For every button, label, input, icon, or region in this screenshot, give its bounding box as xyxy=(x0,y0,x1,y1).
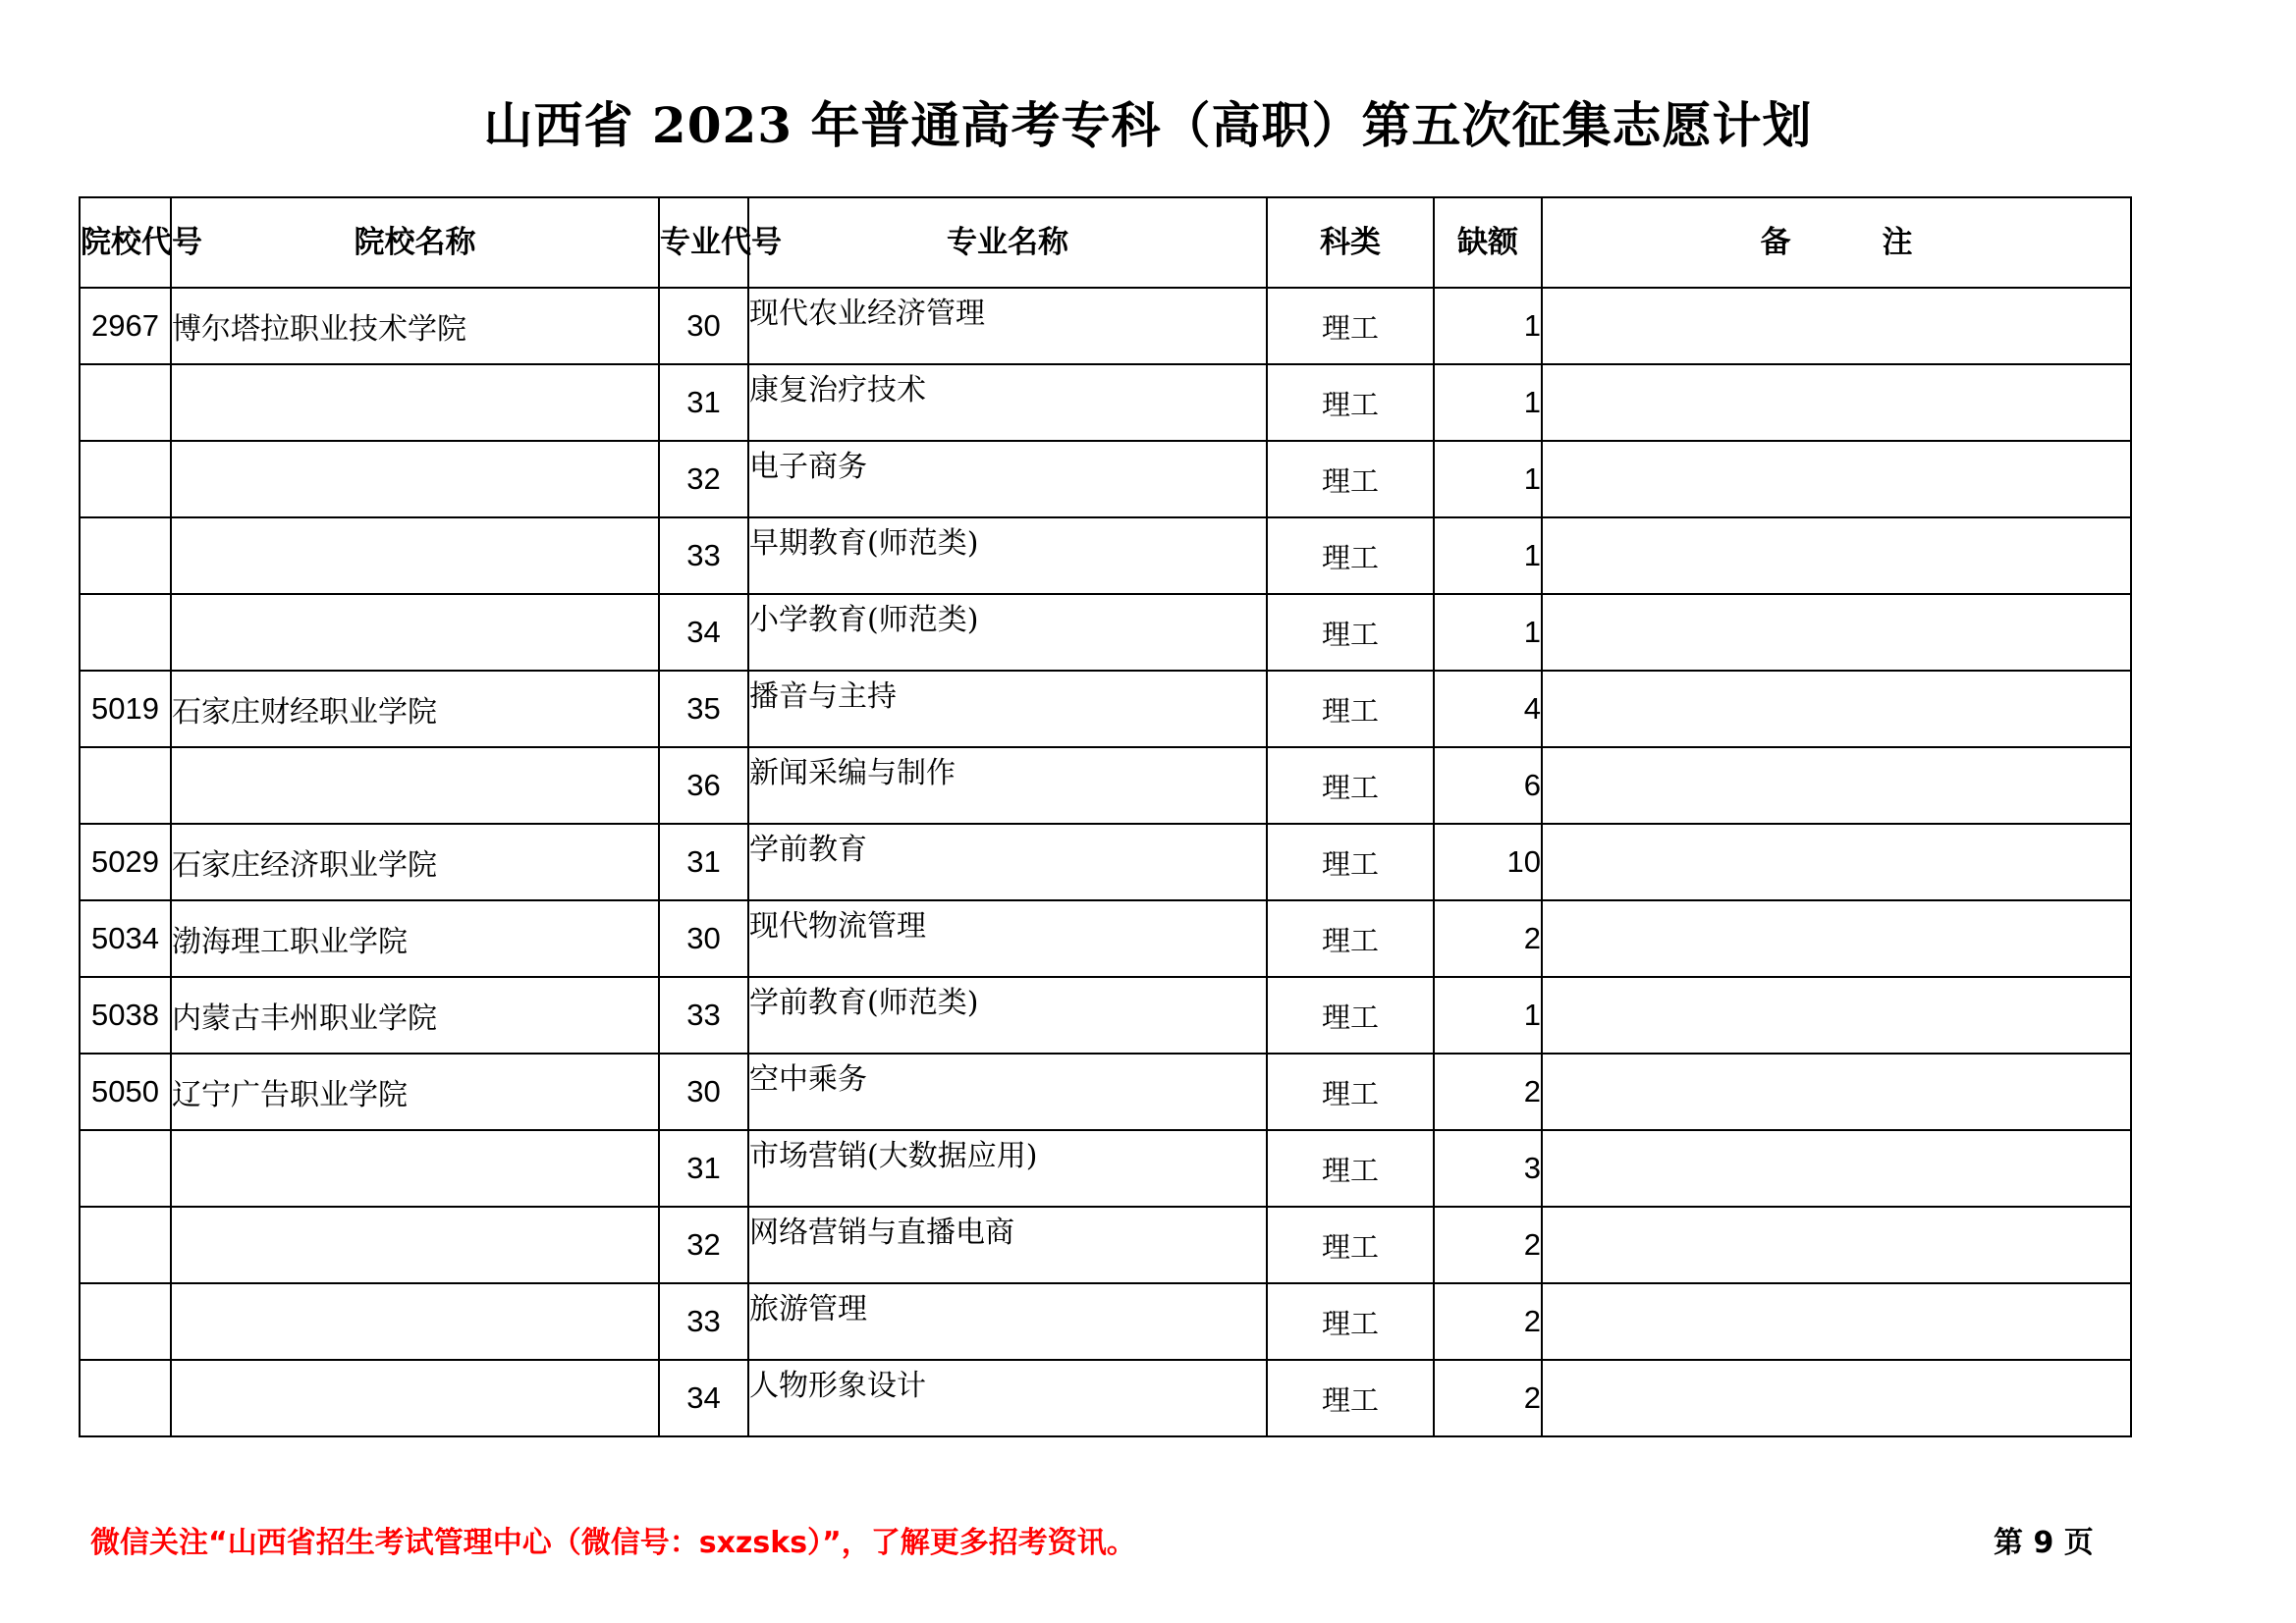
table-row xyxy=(80,1283,2131,1360)
cell-category: 理工 xyxy=(1267,824,1434,900)
header-major-code: 专业代号 xyxy=(659,197,748,288)
table-row xyxy=(80,594,2131,671)
plan-table xyxy=(79,196,2132,1437)
cell-major-name: 网络营销与直播电商 xyxy=(748,1207,1267,1283)
cell-category: 理工 xyxy=(1267,288,1434,364)
cell-school-name: 石家庄财经职业学院 xyxy=(171,671,659,747)
cell-remark xyxy=(1542,1360,2131,1436)
cell-school-name xyxy=(171,594,659,671)
cell-school-code xyxy=(80,1360,171,1436)
header-category: 科类 xyxy=(1267,197,1434,288)
cell-major-code: 31 xyxy=(659,824,748,900)
cell-remark xyxy=(1542,288,2131,364)
cell-major-code: 34 xyxy=(659,1360,748,1436)
table-row xyxy=(80,1054,2131,1130)
cell-major-name: 康复治疗技术 xyxy=(748,364,1267,441)
cell-major-name: 现代农业经济管理 xyxy=(748,288,1267,364)
cell-school-code: 5019 xyxy=(80,671,171,747)
cell-school-name: 辽宁广告职业学院 xyxy=(171,1054,659,1130)
cell-remark xyxy=(1542,517,2131,594)
cell-major-code: 32 xyxy=(659,1207,748,1283)
cell-category: 理工 xyxy=(1267,441,1434,517)
cell-school-code xyxy=(80,1130,171,1207)
cell-remark xyxy=(1542,900,2131,977)
cell-major-code: 31 xyxy=(659,1130,748,1207)
cell-school-name xyxy=(171,747,659,824)
cell-major-code: 30 xyxy=(659,900,748,977)
cell-vacancy: 1 xyxy=(1434,364,1542,441)
cell-category: 理工 xyxy=(1267,1360,1434,1436)
table-row xyxy=(80,1207,2131,1283)
cell-school-name xyxy=(171,1207,659,1283)
cell-remark xyxy=(1542,1207,2131,1283)
cell-category: 理工 xyxy=(1267,977,1434,1054)
cell-major-code: 36 xyxy=(659,747,748,824)
cell-school-code xyxy=(80,747,171,824)
cell-remark xyxy=(1542,747,2131,824)
cell-school-code xyxy=(80,364,171,441)
cell-vacancy: 2 xyxy=(1434,1283,1542,1360)
table-header-row xyxy=(80,197,2131,288)
cell-school-code xyxy=(80,1283,171,1360)
cell-vacancy: 2 xyxy=(1434,900,1542,977)
cell-school-code xyxy=(80,594,171,671)
cell-school-name xyxy=(171,1360,659,1436)
cell-school-name xyxy=(171,517,659,594)
cell-school-code: 5050 xyxy=(80,1054,171,1130)
header-remark: 备 注 xyxy=(1542,197,2131,288)
table-row xyxy=(80,671,2131,747)
cell-school-name: 石家庄经济职业学院 xyxy=(171,824,659,900)
cell-vacancy: 3 xyxy=(1434,1130,1542,1207)
cell-category: 理工 xyxy=(1267,671,1434,747)
cell-major-name: 空中乘务 xyxy=(748,1054,1267,1130)
cell-category: 理工 xyxy=(1267,900,1434,977)
cell-major-code: 31 xyxy=(659,364,748,441)
cell-vacancy: 4 xyxy=(1434,671,1542,747)
cell-vacancy: 10 xyxy=(1434,824,1542,900)
cell-major-code: 32 xyxy=(659,441,748,517)
table-row xyxy=(80,364,2131,441)
table-row xyxy=(80,900,2131,977)
cell-remark xyxy=(1542,441,2131,517)
cell-vacancy: 1 xyxy=(1434,977,1542,1054)
cell-category: 理工 xyxy=(1267,1054,1434,1130)
cell-vacancy: 1 xyxy=(1434,441,1542,517)
cell-vacancy: 2 xyxy=(1434,1054,1542,1130)
cell-vacancy: 1 xyxy=(1434,594,1542,671)
table-row xyxy=(80,441,2131,517)
header-major-name: 专业名称 xyxy=(748,197,1267,288)
cell-school-code xyxy=(80,441,171,517)
cell-remark xyxy=(1542,1130,2131,1207)
cell-remark xyxy=(1542,671,2131,747)
cell-school-code: 5038 xyxy=(80,977,171,1054)
cell-school-code xyxy=(80,517,171,594)
table-row xyxy=(80,747,2131,824)
header-vacancy: 缺额 xyxy=(1434,197,1542,288)
cell-school-code: 2967 xyxy=(80,288,171,364)
cell-remark xyxy=(1542,824,2131,900)
page-number: 第 9 页 xyxy=(1994,1526,2094,1560)
cell-major-code: 33 xyxy=(659,1283,748,1360)
cell-school-name xyxy=(171,1130,659,1207)
cell-vacancy: 1 xyxy=(1434,517,1542,594)
cell-remark xyxy=(1542,977,2131,1054)
cell-major-code: 33 xyxy=(659,517,748,594)
cell-school-code xyxy=(80,1207,171,1283)
header-school-code: 院校代号 xyxy=(80,197,171,288)
cell-remark xyxy=(1542,364,2131,441)
cell-major-code: 30 xyxy=(659,1054,748,1130)
cell-vacancy: 1 xyxy=(1434,288,1542,364)
cell-major-name: 播音与主持 xyxy=(748,671,1267,747)
cell-school-name: 渤海理工职业学院 xyxy=(171,900,659,977)
cell-major-code: 30 xyxy=(659,288,748,364)
cell-major-name: 学前教育 xyxy=(748,824,1267,900)
cell-major-name: 现代物流管理 xyxy=(748,900,1267,977)
cell-major-name: 人物形象设计 xyxy=(748,1360,1267,1436)
cell-category: 理工 xyxy=(1267,1283,1434,1360)
cell-category: 理工 xyxy=(1267,364,1434,441)
cell-remark xyxy=(1542,1054,2131,1130)
cell-school-code: 5034 xyxy=(80,900,171,977)
table-row xyxy=(80,517,2131,594)
cell-category: 理工 xyxy=(1267,1207,1434,1283)
page-title: 山西省 2023 年普通高考专科（高职）第五次征集志愿计划 xyxy=(483,96,1813,154)
cell-major-name: 旅游管理 xyxy=(748,1283,1267,1360)
header-school-name: 院校名称 xyxy=(171,197,659,288)
cell-vacancy: 6 xyxy=(1434,747,1542,824)
cell-category: 理工 xyxy=(1267,594,1434,671)
cell-remark xyxy=(1542,594,2131,671)
cell-major-name: 市场营销(大数据应用) xyxy=(748,1130,1267,1207)
cell-major-name: 学前教育(师范类) xyxy=(748,977,1267,1054)
table-row xyxy=(80,824,2131,900)
wechat-follow-note: 微信关注“山西省招生考试管理中心（微信号：sxzsks）”，了解更多招考资讯。 xyxy=(90,1526,1136,1560)
cell-vacancy: 2 xyxy=(1434,1360,1542,1436)
cell-school-code: 5029 xyxy=(80,824,171,900)
cell-major-code: 34 xyxy=(659,594,748,671)
cell-school-name xyxy=(171,441,659,517)
cell-category: 理工 xyxy=(1267,747,1434,824)
cell-major-code: 35 xyxy=(659,671,748,747)
cell-remark xyxy=(1542,1283,2131,1360)
table-row xyxy=(80,977,2131,1054)
cell-major-name: 电子商务 xyxy=(748,441,1267,517)
cell-major-name: 新闻采编与制作 xyxy=(748,747,1267,824)
cell-school-name xyxy=(171,364,659,441)
cell-category: 理工 xyxy=(1267,517,1434,594)
cell-category: 理工 xyxy=(1267,1130,1434,1207)
cell-school-name: 内蒙古丰州职业学院 xyxy=(171,977,659,1054)
cell-school-name: 博尔塔拉职业技术学院 xyxy=(171,288,659,364)
cell-major-name: 小学教育(师范类) xyxy=(748,594,1267,671)
table-row xyxy=(80,1130,2131,1207)
cell-major-name: 早期教育(师范类) xyxy=(748,517,1267,594)
cell-vacancy: 2 xyxy=(1434,1207,1542,1283)
table-body xyxy=(80,288,2131,1436)
table-row xyxy=(80,288,2131,364)
table-row xyxy=(80,1360,2131,1436)
cell-school-name xyxy=(171,1283,659,1360)
cell-major-code: 33 xyxy=(659,977,748,1054)
